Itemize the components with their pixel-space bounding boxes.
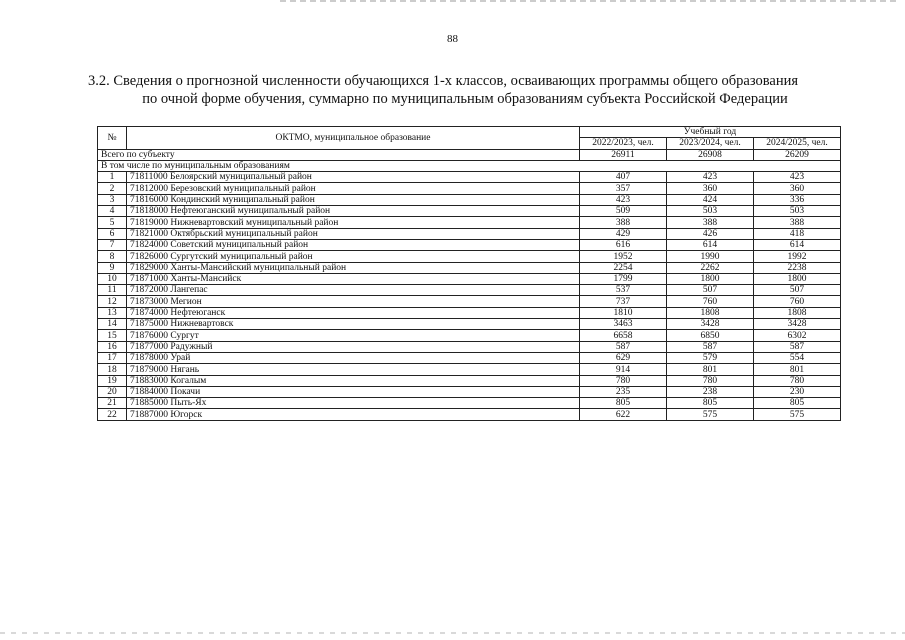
row-value-2022: 1810	[579, 307, 666, 318]
table-row	[98, 194, 841, 205]
row-number: 21	[98, 398, 127, 409]
table-row	[98, 285, 841, 296]
table-row	[98, 319, 841, 330]
table-row	[98, 239, 841, 250]
row-value-2024: 587	[753, 341, 840, 352]
row-value-2023: 2262	[666, 262, 753, 273]
row-name: 71878000 Урай	[127, 352, 580, 363]
row-number: 20	[98, 386, 127, 397]
row-value-2022: 616	[579, 239, 666, 250]
row-number: 9	[98, 262, 127, 273]
header-num: №	[98, 127, 127, 150]
row-name: 71873000 Мегион	[127, 296, 580, 307]
row-value-2024: 360	[753, 183, 840, 194]
row-name: 71816000 Кондинский муниципальный район	[127, 194, 580, 205]
row-value-2023: 1800	[666, 273, 753, 284]
table-row	[98, 341, 841, 352]
row-number: 4	[98, 206, 127, 217]
row-value-2022: 1799	[579, 273, 666, 284]
heading-line-2: по очной форме обучения, суммарно по муниципальным образованиям субъекта Российской Федерации	[142, 91, 788, 107]
row-number: 18	[98, 364, 127, 375]
row-value-2024: 554	[753, 352, 840, 363]
row-value-2023: 388	[666, 217, 753, 228]
table-row	[98, 307, 841, 318]
row-value-2024: 3428	[753, 319, 840, 330]
row-name: 71819000 Нижневартовский муниципальный район	[127, 217, 580, 228]
row-value-2022: 509	[579, 206, 666, 217]
row-value-2024: 1800	[753, 273, 840, 284]
row-value-2022: 2254	[579, 262, 666, 273]
table-row	[98, 217, 841, 228]
row-value-2023: 579	[666, 352, 753, 363]
header-year-group: Учебный год	[579, 127, 840, 138]
row-value-2023: 805	[666, 398, 753, 409]
total-label: Всего по субъекту	[98, 149, 580, 160]
row-value-2023: 423	[666, 172, 753, 183]
row-name: 71876000 Сургут	[127, 330, 580, 341]
row-name: 71887000 Югорск	[127, 409, 580, 420]
row-value-2023: 780	[666, 375, 753, 386]
row-value-2023: 424	[666, 194, 753, 205]
row-value-2023: 614	[666, 239, 753, 250]
row-number: 7	[98, 239, 127, 250]
row-value-2024: 503	[753, 206, 840, 217]
header-year-2: 2023/2024, чел.	[666, 138, 753, 149]
row-value-2023: 760	[666, 296, 753, 307]
scan-artifact-top	[280, 0, 900, 2]
row-value-2022: 537	[579, 285, 666, 296]
row-value-2022: 3463	[579, 319, 666, 330]
row-number: 15	[98, 330, 127, 341]
row-value-2023: 1990	[666, 251, 753, 262]
table-row	[98, 206, 841, 217]
table-row	[98, 364, 841, 375]
table-row	[98, 183, 841, 194]
table-row	[98, 398, 841, 409]
row-name: 71824000 Советский муниципальный район	[127, 239, 580, 250]
table-row	[98, 172, 841, 183]
total-value: 26911	[579, 149, 666, 160]
row-number: 6	[98, 228, 127, 239]
section-heading	[80, 72, 850, 108]
row-value-2024: 6302	[753, 330, 840, 341]
header-year-3: 2024/2025, чел.	[753, 138, 840, 149]
row-number: 2	[98, 183, 127, 194]
table-row	[98, 296, 841, 307]
row-value-2024: 1992	[753, 251, 840, 262]
row-number: 11	[98, 285, 127, 296]
header-name: ОКТМО, муниципальное образование	[127, 127, 580, 150]
row-value-2023: 507	[666, 285, 753, 296]
row-value-2024: 336	[753, 194, 840, 205]
row-number: 17	[98, 352, 127, 363]
row-value-2024: 423	[753, 172, 840, 183]
row-number: 19	[98, 375, 127, 386]
row-name: 71811000 Белоярский муниципальный район	[127, 172, 580, 183]
row-value-2023: 1808	[666, 307, 753, 318]
row-name: 71829000 Ханты-Мансийский муниципальный район	[127, 262, 580, 273]
row-name: 71875000 Нижневартовск	[127, 319, 580, 330]
row-name: 71812000 Березовский муниципальный район	[127, 183, 580, 194]
table-row	[98, 228, 841, 239]
row-value-2024: 614	[753, 239, 840, 250]
row-value-2022: 1952	[579, 251, 666, 262]
subheader-row	[98, 160, 841, 171]
row-value-2022: 407	[579, 172, 666, 183]
row-value-2023: 575	[666, 409, 753, 420]
row-value-2023: 360	[666, 183, 753, 194]
row-number: 3	[98, 194, 127, 205]
row-value-2022: 357	[579, 183, 666, 194]
row-name: 71871000 Ханты-Мансийск	[127, 273, 580, 284]
subheader-label: В том числе по муниципальным образованиям	[98, 160, 841, 171]
table-row	[98, 251, 841, 262]
row-value-2023: 801	[666, 364, 753, 375]
row-value-2024: 760	[753, 296, 840, 307]
row-value-2023: 6850	[666, 330, 753, 341]
row-number: 16	[98, 341, 127, 352]
table-row	[98, 273, 841, 284]
table-row	[98, 409, 841, 420]
row-value-2023: 238	[666, 386, 753, 397]
row-value-2022: 737	[579, 296, 666, 307]
row-name: 71879000 Нягань	[127, 364, 580, 375]
row-name: 71883000 Когалым	[127, 375, 580, 386]
row-value-2023: 503	[666, 206, 753, 217]
row-value-2024: 418	[753, 228, 840, 239]
row-value-2022: 805	[579, 398, 666, 409]
row-name: 71872000 Лангепас	[127, 285, 580, 296]
row-name: 71874000 Нефтеюганск	[127, 307, 580, 318]
row-number: 22	[98, 409, 127, 420]
page-number: 88	[447, 33, 458, 45]
row-value-2022: 423	[579, 194, 666, 205]
row-value-2022: 235	[579, 386, 666, 397]
row-value-2024: 2238	[753, 262, 840, 273]
total-row	[98, 149, 841, 160]
total-value: 26908	[666, 149, 753, 160]
row-value-2024: 388	[753, 217, 840, 228]
table-row	[98, 386, 841, 397]
row-value-2023: 587	[666, 341, 753, 352]
row-number: 5	[98, 217, 127, 228]
row-name: 71885000 Пыть-Ях	[127, 398, 580, 409]
row-number: 10	[98, 273, 127, 284]
row-value-2023: 3428	[666, 319, 753, 330]
row-value-2024: 575	[753, 409, 840, 420]
row-value-2024: 507	[753, 285, 840, 296]
row-number: 12	[98, 296, 127, 307]
row-name: 71821000 Октябрьский муниципальный район	[127, 228, 580, 239]
row-value-2024: 801	[753, 364, 840, 375]
row-number: 1	[98, 172, 127, 183]
header-row	[98, 127, 841, 138]
row-value-2022: 622	[579, 409, 666, 420]
table-row	[98, 330, 841, 341]
row-number: 13	[98, 307, 127, 318]
row-number: 8	[98, 251, 127, 262]
row-value-2022: 388	[579, 217, 666, 228]
row-value-2022: 429	[579, 228, 666, 239]
row-value-2022: 914	[579, 364, 666, 375]
total-value: 26209	[753, 149, 840, 160]
row-number: 14	[98, 319, 127, 330]
row-value-2024: 780	[753, 375, 840, 386]
row-name: 71877000 Радужный	[127, 341, 580, 352]
row-value-2024: 1808	[753, 307, 840, 318]
table-row	[98, 262, 841, 273]
table-row	[98, 352, 841, 363]
table-row	[98, 375, 841, 386]
table-body	[98, 172, 841, 421]
row-name: 71826000 Сургутский муниципальный район	[127, 251, 580, 262]
row-value-2024: 805	[753, 398, 840, 409]
row-value-2022: 629	[579, 352, 666, 363]
heading-line-1: 3.2. Сведения о прогнозной численности обучающихся 1-х классов, осваивающих программы общего образования	[88, 73, 799, 89]
row-value-2024: 230	[753, 386, 840, 397]
row-value-2022: 6658	[579, 330, 666, 341]
header-year-1: 2022/2023, чел.	[579, 138, 666, 149]
row-value-2022: 780	[579, 375, 666, 386]
enrollment-table	[97, 126, 841, 421]
row-value-2023: 426	[666, 228, 753, 239]
row-value-2022: 587	[579, 341, 666, 352]
scan-artifact-bottom	[0, 632, 905, 634]
row-name: 71818000 Нефтеюганский муниципальный район	[127, 206, 580, 217]
row-name: 71884000 Покачи	[127, 386, 580, 397]
